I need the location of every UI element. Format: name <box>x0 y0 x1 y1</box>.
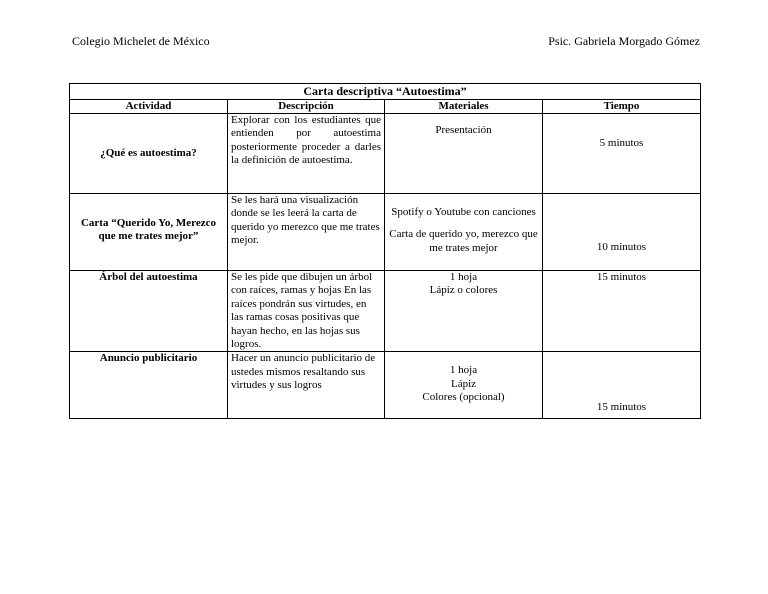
description-cell: Hacer un anuncio publicitario de ustedes mismos resaltando sus virtudes y sus logros <box>228 352 385 419</box>
column-header-materials: Materiales <box>385 99 543 113</box>
header-author-name: Psic. Gabriela Morgado Gómez <box>548 34 700 48</box>
material-item: 1 hoja <box>449 364 478 377</box>
material-item: Lápiz o colores <box>429 284 498 297</box>
activity-cell <box>70 271 228 352</box>
table-row <box>70 271 701 352</box>
material-item: 1 hoja <box>449 271 478 284</box>
time-text: 15 minutos <box>596 271 647 284</box>
material-item: Spotify o Youtube con canciones <box>391 206 536 219</box>
table-row <box>70 194 701 271</box>
time-cell <box>543 271 701 352</box>
activity-text: Anuncio publicitario <box>99 352 198 365</box>
time-text: 10 minutos <box>596 241 647 254</box>
time-cell <box>543 194 701 271</box>
column-header-activity: Actividad <box>70 99 228 113</box>
description-cell: Explorar con los estudiantes que entienden por autoestima posteriormente proceder a darles la definición de autoestima. <box>228 114 385 194</box>
activity-text: Árbol del autoestima <box>99 271 198 284</box>
activity-cell <box>70 352 228 419</box>
column-header-time: Tiempo <box>543 99 701 113</box>
table-row <box>70 114 701 194</box>
descriptive-chart-table <box>69 83 701 419</box>
table-title: Carta descriptiva “Autoestima” <box>70 84 701 100</box>
material-item: Lápiz <box>450 377 477 390</box>
material-item: Presentación <box>435 124 492 137</box>
activity-cell <box>70 114 228 194</box>
description-cell: Se les pide que dibujen un árbol con raíces, ramas y hojas En las raíces pondrán sus virtudes, en las ramas cosas positivas que hayan hecho, en las hojas sus logros. <box>228 271 385 352</box>
material-item: Colores (opcional) <box>422 391 505 404</box>
time-cell <box>543 114 701 194</box>
activity-text: Carta “Querido Yo, Merezco que me trates mejor” <box>80 217 216 243</box>
description-cell: Se les hará una visualización donde se les leerá la carta de querido yo merezco que me trates mejor. <box>228 194 385 271</box>
time-cell <box>543 352 701 419</box>
materials-cell <box>385 194 543 271</box>
header-school-name: Colegio Michelet de México <box>72 34 210 48</box>
material-item: Carta de querido yo, merezco que me trates mejor <box>389 228 538 254</box>
time-text: 5 minutos <box>599 137 644 150</box>
activity-text: ¿Qué es autoestima? <box>100 146 197 159</box>
column-header-description: Descripción <box>228 99 385 113</box>
materials-cell <box>385 352 543 419</box>
time-text: 15 minutos <box>596 401 647 414</box>
materials-cell <box>385 114 543 194</box>
materials-cell <box>385 271 543 352</box>
table-row <box>70 352 701 419</box>
activity-cell <box>70 194 228 271</box>
